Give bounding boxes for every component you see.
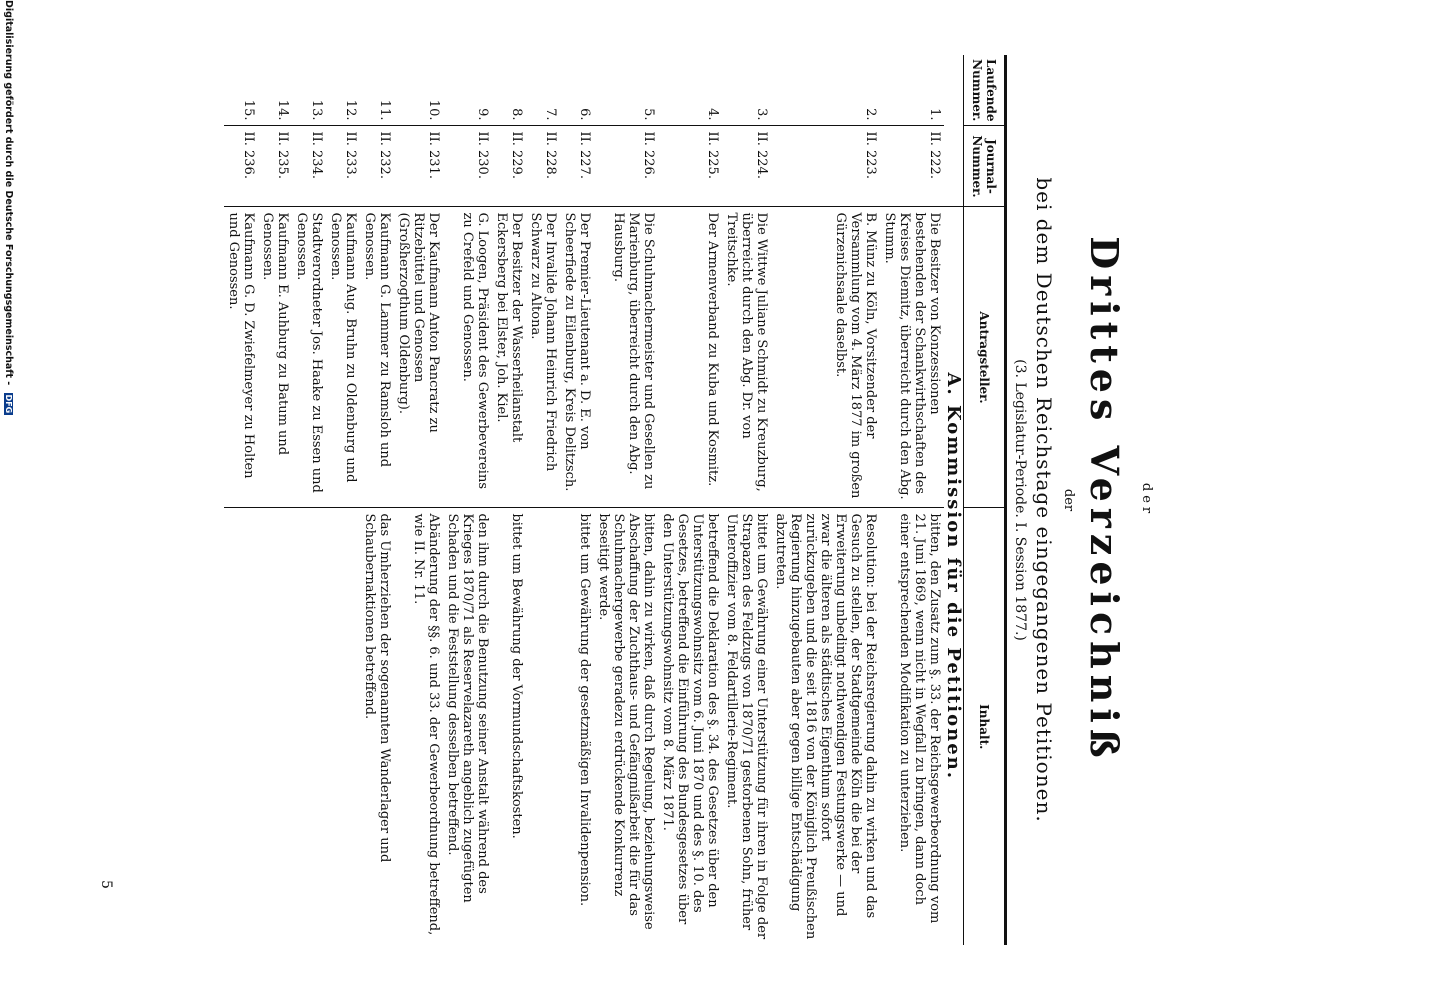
cell-laufende-nummer: 10.	[426, 99, 441, 121]
cell-laufende-nummer: 3.	[754, 108, 769, 121]
title-line-2: bei dem Deutschen Reichstage eingegangenen Petitionen.	[1032, 177, 1056, 823]
table-row	[258, 55, 292, 945]
title-line-3: (3. Legislatur-Periode. I. Session 1877.)	[1012, 359, 1028, 641]
cell-antragsteller: Die Wittwe Juliane Schmidt zu Kreuzburg, überreicht durch den Abg. Dr. von Treitschke.	[722, 207, 771, 508]
cell-laufende-nummer: 8.	[509, 108, 524, 121]
cell-inhalt: Abänderung der §§. 6. und 33. der Gewerbeordnung betreffend, wie II. Nr. 11.	[394, 508, 443, 945]
cell-journal-nummer: II. 226.	[594, 126, 658, 207]
cell-inhalt	[258, 508, 292, 945]
cell-laufende-nummer: 7.	[543, 108, 558, 121]
cell-laufende-nummer: 9.	[475, 108, 490, 121]
cell-antragsteller: Der Armenverband zu Kuba und Kosmitz.	[658, 207, 722, 508]
table-row	[880, 55, 944, 945]
table-row	[658, 55, 722, 945]
cell-inhalt: bittet um Gewährung einer Unterstützung für ihren in Folge der Strapazen des Feldzugs von 1870/71 gestorbenen Sohn, früher Unteroffizier vom 8. Feldartillerie-Regiment.	[722, 508, 771, 945]
table-row	[492, 55, 526, 945]
cell-laufende-nummer: 6.	[577, 108, 592, 121]
cell-inhalt	[526, 508, 560, 945]
cell-inhalt: bittet um Bewährung der Vormundschaftskosten.	[492, 508, 526, 945]
pretitle: der	[1139, 482, 1154, 518]
table-row	[292, 55, 326, 945]
cell-journal-nummer: II. 222.	[880, 126, 944, 207]
cell-inhalt: das Umherziehen der sogenannten Wanderlager und Schaubernaktionen betreffend.	[360, 508, 394, 945]
cell-laufende-nummer: 2.	[863, 108, 878, 121]
table-row	[224, 55, 258, 945]
cell-inhalt: bitten, dahin zu wirken, daß durch Regelung, beziehungsweise Abschaffung der Zuchthaus- und Gefängnißarbeit die für das Schuhmachergewerbe geradezu erdrückende Konkurrenz beseitigt werde.	[594, 508, 658, 945]
section-title: A. Kommission für die Petitionen.	[944, 207, 964, 945]
cell-antragsteller: Kaufmann E. Auhburg zu Batum und Genossen.	[258, 207, 292, 508]
petition-table	[224, 55, 1007, 945]
cell-laufende-nummer: 11.	[377, 99, 392, 121]
cell-laufende-nummer: 15.	[241, 99, 256, 121]
cell-antragsteller: Der Premier-Lieutenant a. D. E. von Scheerfiede zu Eilenburg, Kreis Delitzsch.	[560, 207, 594, 508]
cell-journal-nummer: II. 225.	[658, 126, 722, 207]
cell-laufende-nummer: 14.	[275, 99, 290, 121]
table-row	[526, 55, 560, 945]
cell-laufende-nummer: 4.	[705, 108, 720, 121]
table-row	[394, 55, 443, 945]
title-line-1: der	[1061, 488, 1076, 512]
header-inhalt: Inhalt.	[964, 508, 1006, 945]
table-header-row	[964, 55, 1006, 945]
table-row	[443, 55, 492, 945]
cell-antragsteller: B. Münz zu Köln, Vorsitzender der Versammlung vom 4. März 1877 im großen Gürzenichsaale daselbst.	[771, 207, 880, 508]
table-row	[560, 55, 594, 945]
cell-journal-nummer: II. 229.	[492, 126, 526, 207]
cell-journal-nummer: II. 235.	[258, 126, 292, 207]
dfg-logo: DFG	[4, 394, 13, 414]
cell-laufende-nummer: 12.	[343, 99, 358, 121]
cell-inhalt: betreffend die Deklaration des §. 34. des Gesetzes über den Unterstützungswohnsitz vom 6. Juni 1870 und des §. 10. des Gesetzes, betreffend die Einführung des Bundesgesetzes über den Unterstützungswohnsitz vom 8. März 1871.	[658, 508, 722, 945]
cell-inhalt	[292, 508, 326, 945]
cell-antragsteller: Kaufmann G. D. Zwiefelmeyer zu Holten und Genossen.	[224, 207, 258, 508]
cell-inhalt: Resolution: bei der Reichsregierung dahin zu wirken und das Gesuch zu stellen, der Stadtgemeinde Köln die bei der Erweiterung unbedingt nothwendigen Festungswerke — und zwar die älteren als städtisches Eigenthum sofort zurückzugeben und die seit 1816 von der Königlich Preußischen Regierung hinzugebauten aber gegen billige Entschädigung abzutreten.	[771, 508, 880, 945]
cell-inhalt: den ihm durch die Benutzung seiner Anstalt während des Krieges 1870/71 als Reservelazareth angeblich zugefügten Schaden und die Feststellung desselben betreffend.	[443, 508, 492, 945]
table-row	[771, 55, 880, 945]
section-row	[944, 55, 964, 945]
cell-antragsteller: Der Kaufmann Anton Pancratz zu Ritzebüttel und Genossen (Großherzogthum Oldenburg).	[394, 207, 443, 508]
cell-antragsteller: Stadtverordneter Jos. Haake zu Essen und Genossen.	[292, 207, 326, 508]
cell-antragsteller: Die Besitzer von Konzessionen bestehenden der Schankwirthschaften des Kreises Diemitz, überreicht durch den Abg. Stumm.	[880, 207, 944, 508]
cell-journal-nummer: II. 234.	[292, 126, 326, 207]
table-row	[326, 55, 360, 945]
cell-journal-nummer: II. 230.	[443, 126, 492, 207]
table-row	[722, 55, 771, 945]
page-number: 5	[98, 880, 114, 889]
cell-journal-nummer: II. 224.	[722, 126, 771, 207]
cell-laufende-nummer: 1.	[927, 108, 942, 121]
cell-journal-nummer: II. 232.	[360, 126, 394, 207]
header-laufende-nummer: Laufende Nummer.	[964, 55, 1006, 126]
cell-antragsteller: Der Invalide Johann Heinrich Friedrich Schwarz zu Altona.	[526, 207, 560, 508]
digitization-note	[3, 0, 14, 1000]
cell-inhalt	[224, 508, 258, 945]
cell-journal-nummer: II. 233.	[326, 126, 360, 207]
footer-note-text: Digitalisierung gefördert durch die Deutsche Forschungsgemeinschaft -	[3, 0, 14, 386]
cell-journal-nummer: II. 236.	[224, 126, 258, 207]
header-antragsteller: Antragsteller.	[964, 207, 1006, 508]
table-row	[360, 55, 394, 945]
table-row	[594, 55, 658, 945]
cell-journal-nummer: II. 231.	[394, 126, 443, 207]
cell-journal-nummer: II. 227.	[560, 126, 594, 207]
page-title: Drittes Verzeichniß	[1082, 236, 1127, 764]
cell-inhalt: bittet um Gewährung der gesetzmäßigen Invalidenpension.	[560, 508, 594, 945]
cell-journal-nummer: II. 223.	[771, 126, 880, 207]
cell-antragsteller: Kaufmann G. Lammer zu Ramsloh und Genossen.	[360, 207, 394, 508]
cell-inhalt	[326, 508, 360, 945]
cell-journal-nummer: II. 228.	[526, 126, 560, 207]
cell-inhalt: bitten, den Zusatz zum §. 33. der Reichsgewerbeordnung vom 21. Juni 1869, wenn nicht in Wegfall zu bringen, dann doch einer entsprechenden Modifikation zu unterziehen.	[880, 508, 944, 945]
cell-laufende-nummer: 5.	[641, 108, 656, 121]
cell-laufende-nummer: 13.	[309, 99, 324, 121]
cell-antragsteller: Kaufmann Aug. Bruhn zu Oldenburg und Genossen.	[326, 207, 360, 508]
cell-antragsteller: Der Besitzer der Wasserheilanstalt Eckersberg bei Elster, Joh. Kiel.	[492, 207, 526, 508]
cell-antragsteller: G. Loogen, Präsident des Gewerbevereins zu Crefeld und Genossen.	[443, 207, 492, 508]
header-journal-nummer: Journal-Nummer.	[964, 126, 1006, 207]
cell-antragsteller: Die Schuhmachermeister und Gesellen zu Marienburg, überreicht durch den Abg. Hausburg.	[594, 207, 658, 508]
